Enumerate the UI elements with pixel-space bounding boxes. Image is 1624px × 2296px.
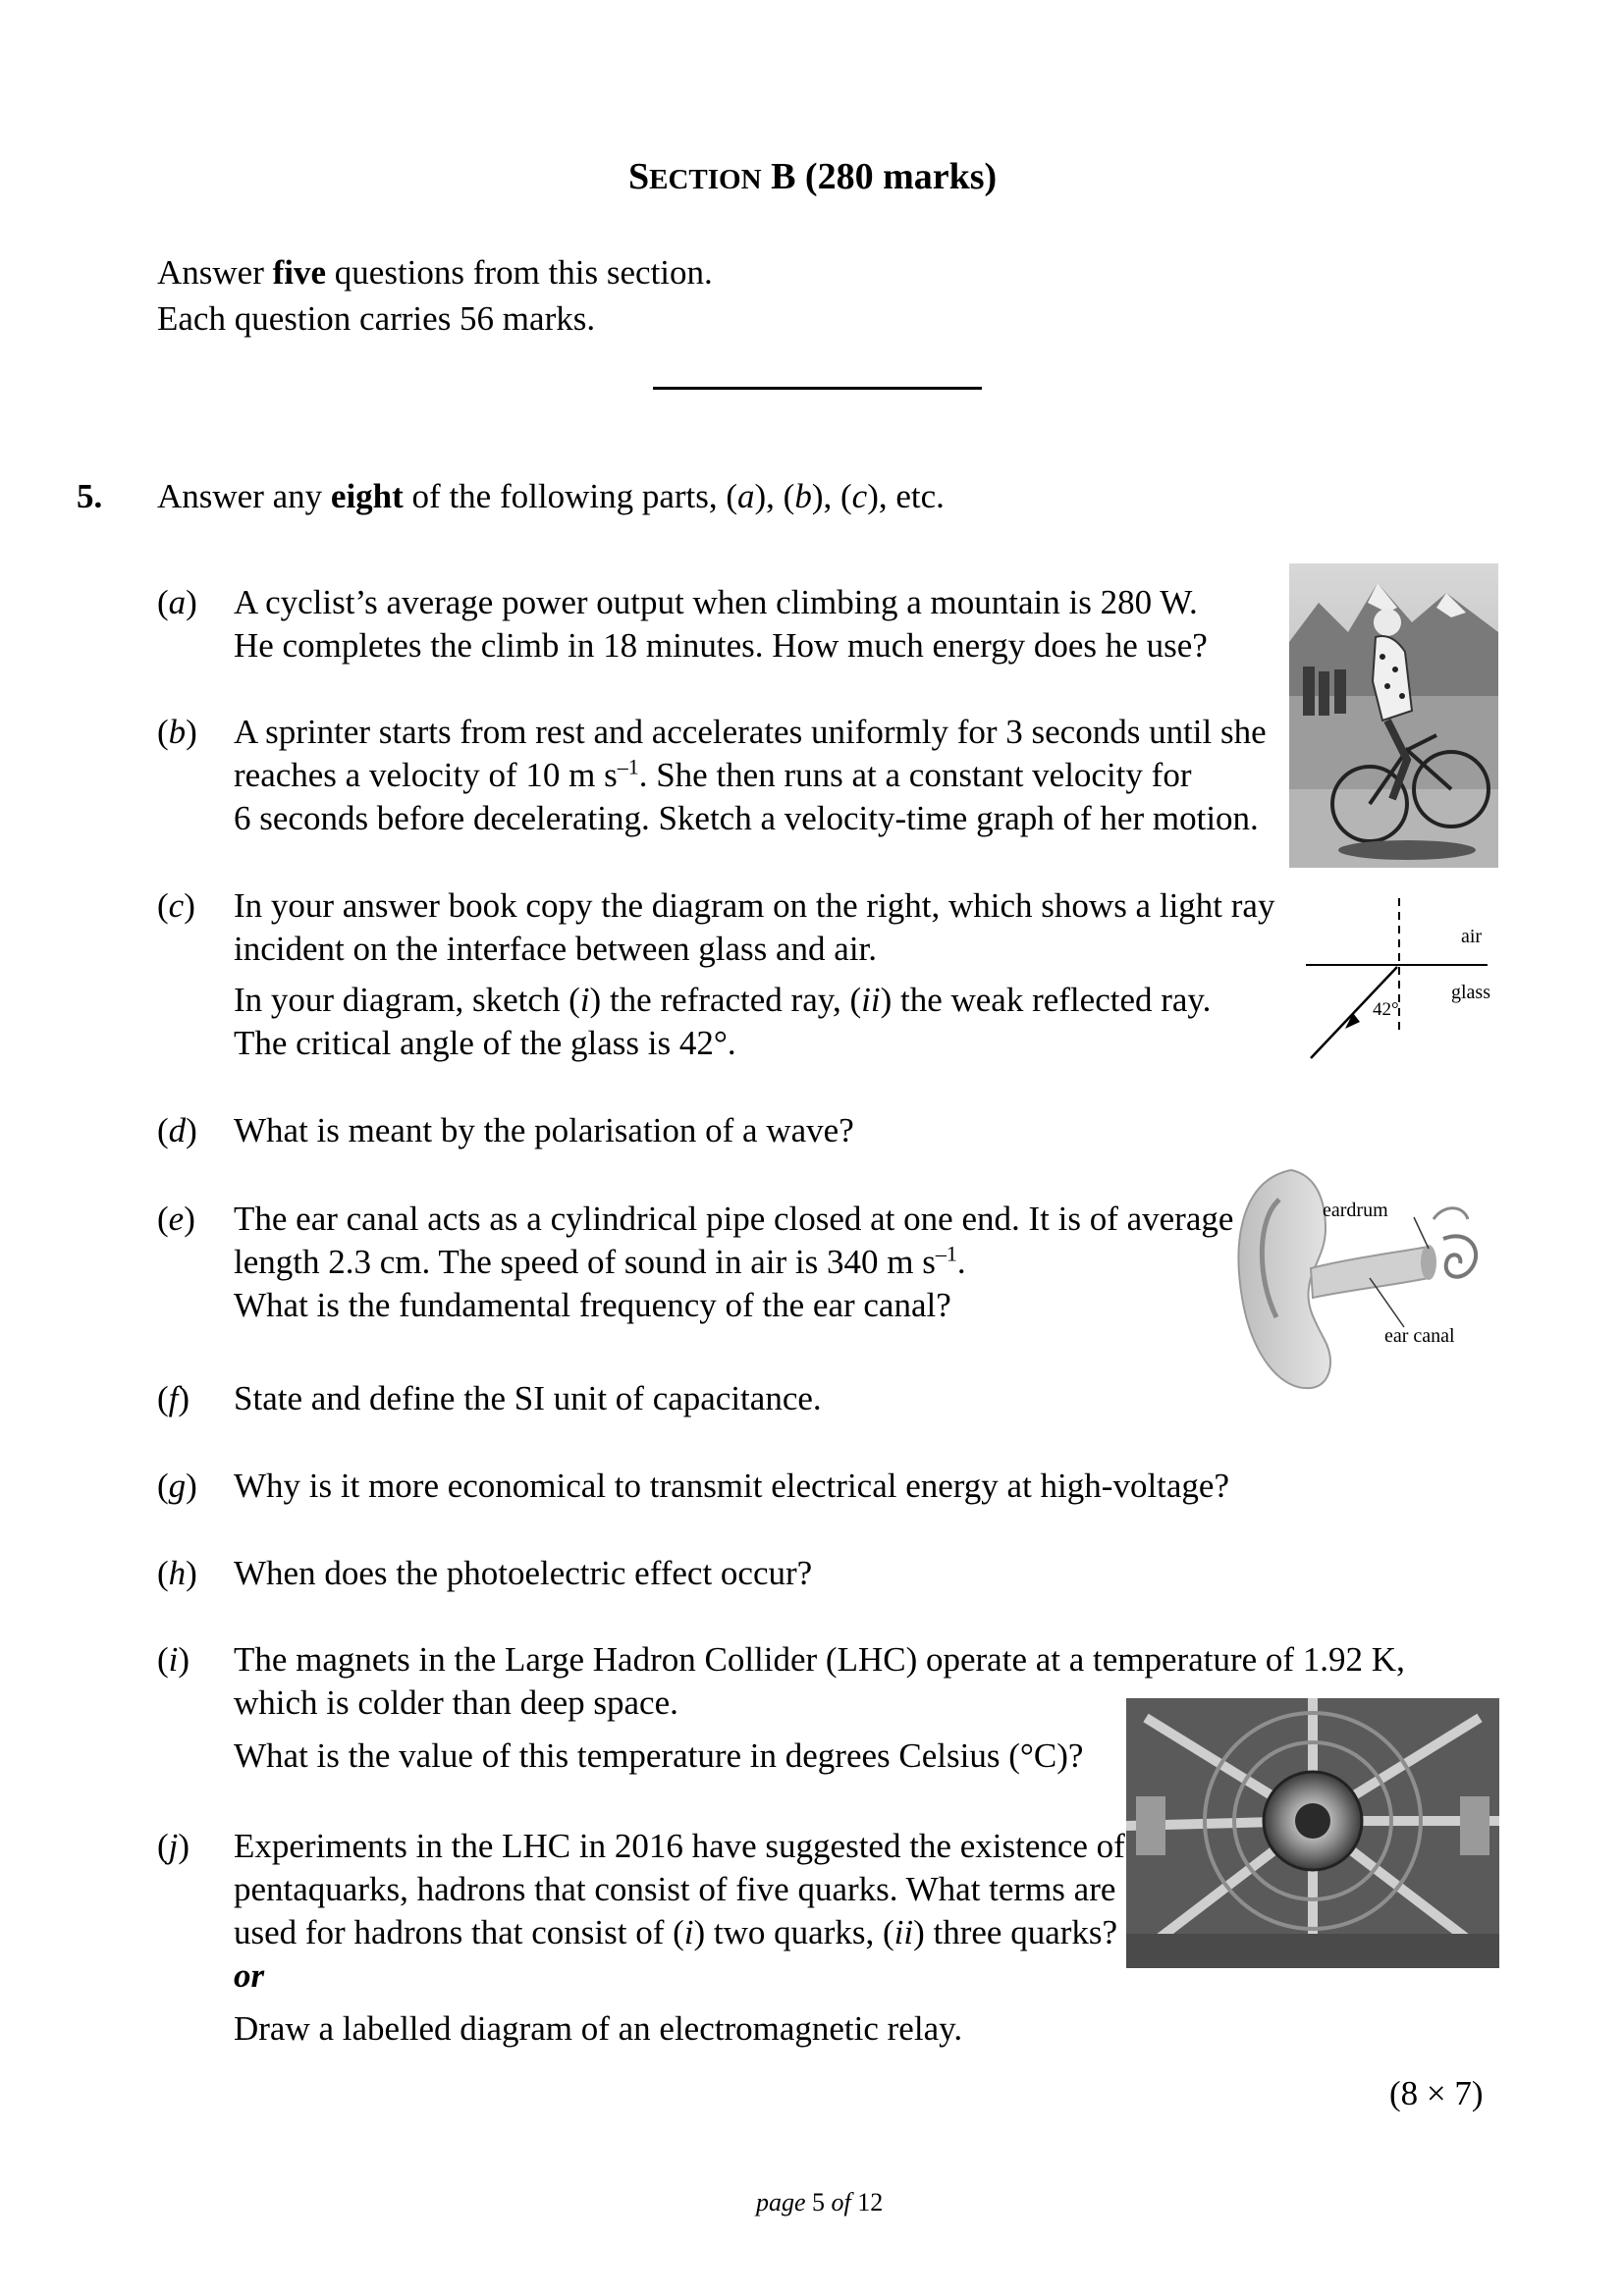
part-b-line2: reaches a velocity of 10 m $s^{-1}$. She then runs at a constant velocity for [234, 754, 1192, 794]
part-j-or: or [234, 1956, 265, 1995]
lhc-detector-illustration [1126, 1698, 1499, 1968]
part-a-label: (a) [157, 583, 197, 621]
part-b-line3: 6 seconds before decelerating. Sketch a velocity-time graph of her motion. [234, 799, 1259, 837]
part-d-line1: What is meant by the polarisation of a wave? [234, 1111, 854, 1149]
part-h-line1: When does the photoelectric effect occur? [234, 1554, 813, 1592]
part-e-label: (e) [157, 1200, 195, 1238]
part-b-line1: A sprinter starts from rest and accelerates uniformly for 3 seconds until she [234, 713, 1267, 751]
eardrum-label: eardrum [1323, 1200, 1388, 1221]
lhc-detector-photo [1126, 1698, 1499, 1968]
page-footer: page 5 of 12 [756, 2188, 884, 2216]
part-c-line4: The critical angle of the glass is 42°. [234, 1024, 736, 1062]
refraction-lines [1296, 893, 1507, 1065]
part-i-line3: What is the value of this temperature in degrees Celsius (°C)? [234, 1736, 1084, 1775]
part-e-line2: length 2.3 cm. The speed of sound in air is 340 m $s^{-1}$. [234, 1241, 966, 1281]
part-j-line4: Draw a labelled diagram of an electromagnetic relay. [234, 2009, 963, 2048]
part-a-line2: He completes the climb in 18 minutes. How much energy does he use? [234, 626, 1208, 665]
section-intro-line1: Answer five questions from this section. [157, 253, 713, 292]
part-c-line2: incident on the interface between glass and air. [234, 930, 878, 968]
ear-illustration [1232, 1160, 1492, 1396]
part-j-label: (j) [157, 1827, 190, 1865]
cyclist-photo [1289, 563, 1498, 868]
glass-label: glass [1451, 982, 1490, 1003]
part-f-label: (f) [157, 1379, 190, 1417]
part-a-line1: A cyclist’s average power output when climbing a mountain is 280 W. [234, 583, 1198, 621]
part-i-line2: which is colder than deep space. [234, 1683, 678, 1722]
ear-diagram [1232, 1160, 1492, 1396]
part-b-label: (b) [157, 713, 197, 751]
question-number: 5. [77, 477, 103, 515]
ear-canal-label: ear canal [1384, 1325, 1455, 1347]
part-i-label: (i) [157, 1640, 190, 1679]
part-c-line1: In your answer book copy the diagram on the right, which shows a light ray [234, 886, 1275, 925]
marks-allocation: (8 × 7) [1389, 2074, 1484, 2112]
cyclist-photo-illustration [1289, 563, 1498, 868]
part-g-line1: Why is it more economical to transmit electrical energy at high-voltage? [234, 1467, 1229, 1505]
part-e-line1: The ear canal acts as a cylindrical pipe closed at one end. It is of average [234, 1200, 1234, 1238]
part-f-line1: State and define the SI unit of capacitance. [234, 1379, 822, 1417]
angle-label: 42° [1373, 999, 1399, 1020]
part-c-label: (c) [157, 886, 195, 925]
section-intro-line2: Each question carries 56 marks. [157, 299, 596, 338]
part-e-line3: What is the fundamental frequency of the ear canal? [234, 1286, 951, 1324]
part-c-line3: In your diagram, sketch (i) the refracted ray, (ii) the weak reflected ray. [234, 981, 1212, 1019]
part-h-label: (h) [157, 1554, 197, 1592]
part-g-label: (g) [157, 1467, 197, 1505]
part-j-line2: pentaquarks, hadrons that consist of five quarks. What terms are [234, 1870, 1116, 1908]
air-label: air [1461, 926, 1483, 947]
part-j-line3: used for hadrons that consist of (i) two quarks, (ii) three quarks? [234, 1913, 1118, 1951]
part-d-label: (d) [157, 1111, 197, 1149]
part-j-line1: Experiments in the LHC in 2016 have suggested the existence of [234, 1827, 1125, 1865]
section-title: SECTION B (280 marks) [628, 156, 998, 197]
refraction-diagram [1296, 893, 1507, 1065]
section-divider [653, 387, 982, 390]
question-intro: Answer any eight of the following parts, (a), (b), (c), etc. [157, 477, 945, 515]
part-i-line1: The magnets in the Large Hadron Collider (LHC) operate at a temperature of 1.92 K, [234, 1640, 1405, 1679]
